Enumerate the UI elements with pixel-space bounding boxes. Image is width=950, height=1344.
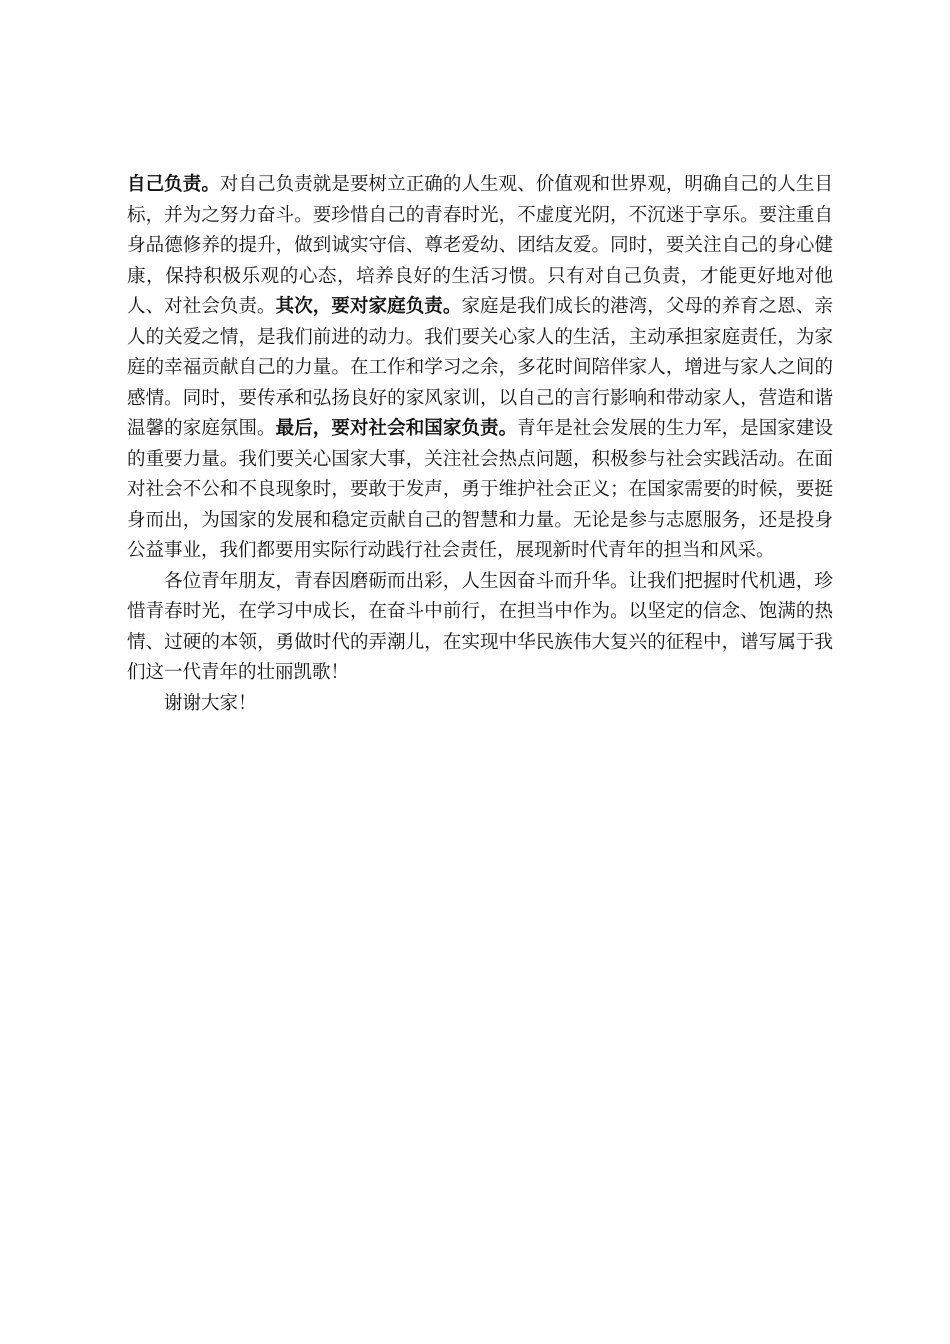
heading-society-responsibility: 最后，要对社会和国家负责。 [275,418,518,439]
paragraph-responsibility [127,170,833,567]
document-body [127,170,833,719]
text-society-responsibility: 青年是社会发展的生力军，是国家建设的重要力量。我们要关心国家大事，关注社会热点问题，积极参与社会实践活动。在面对社会不公和不良现象时，要敢于发声，勇于维护社会正义；在国家需要的时候，要挺身而出，为国家的发展和稳定贡献自己的智慧和力量。无论是参与志愿服务，还是投身公益事业，我们都要用实际行动践行社会责任，展现新时代青年的担当和风采。 [127,418,833,561]
heading-family-responsibility: 其次，要对家庭负责。 [275,296,462,317]
paragraph-thanks: 谢谢大家！ [164,692,257,714]
paragraph-closing-call: 各位青年朋友，青春因磨砺而出彩，人生因奋斗而升华。让我们把握时代机遇，珍惜青春时光，在学习中成长，在奋斗中前行，在担当中作为。以坚定的信念、饱满的热情、过硬的本领，勇做时代的弄潮儿，在实现中华民族伟大复兴的征程中，谱写属于我们这一代青年的壮丽凯歌！ [127,570,833,683]
heading-self-responsibility: 自己负责。 [127,174,220,195]
text-self-responsibility: 对自己负责就是要树立正确的人生观、价值观和世界观，明确自己的人生目标，并为之努力奋斗。要珍惜自己的青春时光，不虚度光阴，不沉迷于享乐。要注重自身品德修养的提升，做到诚实守信、尊老爱幼、团结友爱。同时，要关注自己的身心健康，保持积极乐观的心态，培养良好的生活习惯。只有对自己负责，才能更好地对他人、对社会负责。 [127,174,833,317]
text-family-responsibility: 家庭是我们成长的港湾，父母的养育之恩、亲人的关爱之情，是我们前进的动力。我们要关心家人的生活，主动承担家庭责任，为家庭的幸福贡献自己的力量。在工作和学习之余，多花时间陪伴家人，增进与家人之间的感情。同时，要传承和弘扬良好的家风家训，以自己的言行影响和带动家人，营造和谐温馨的家庭氛围。 [127,296,833,439]
